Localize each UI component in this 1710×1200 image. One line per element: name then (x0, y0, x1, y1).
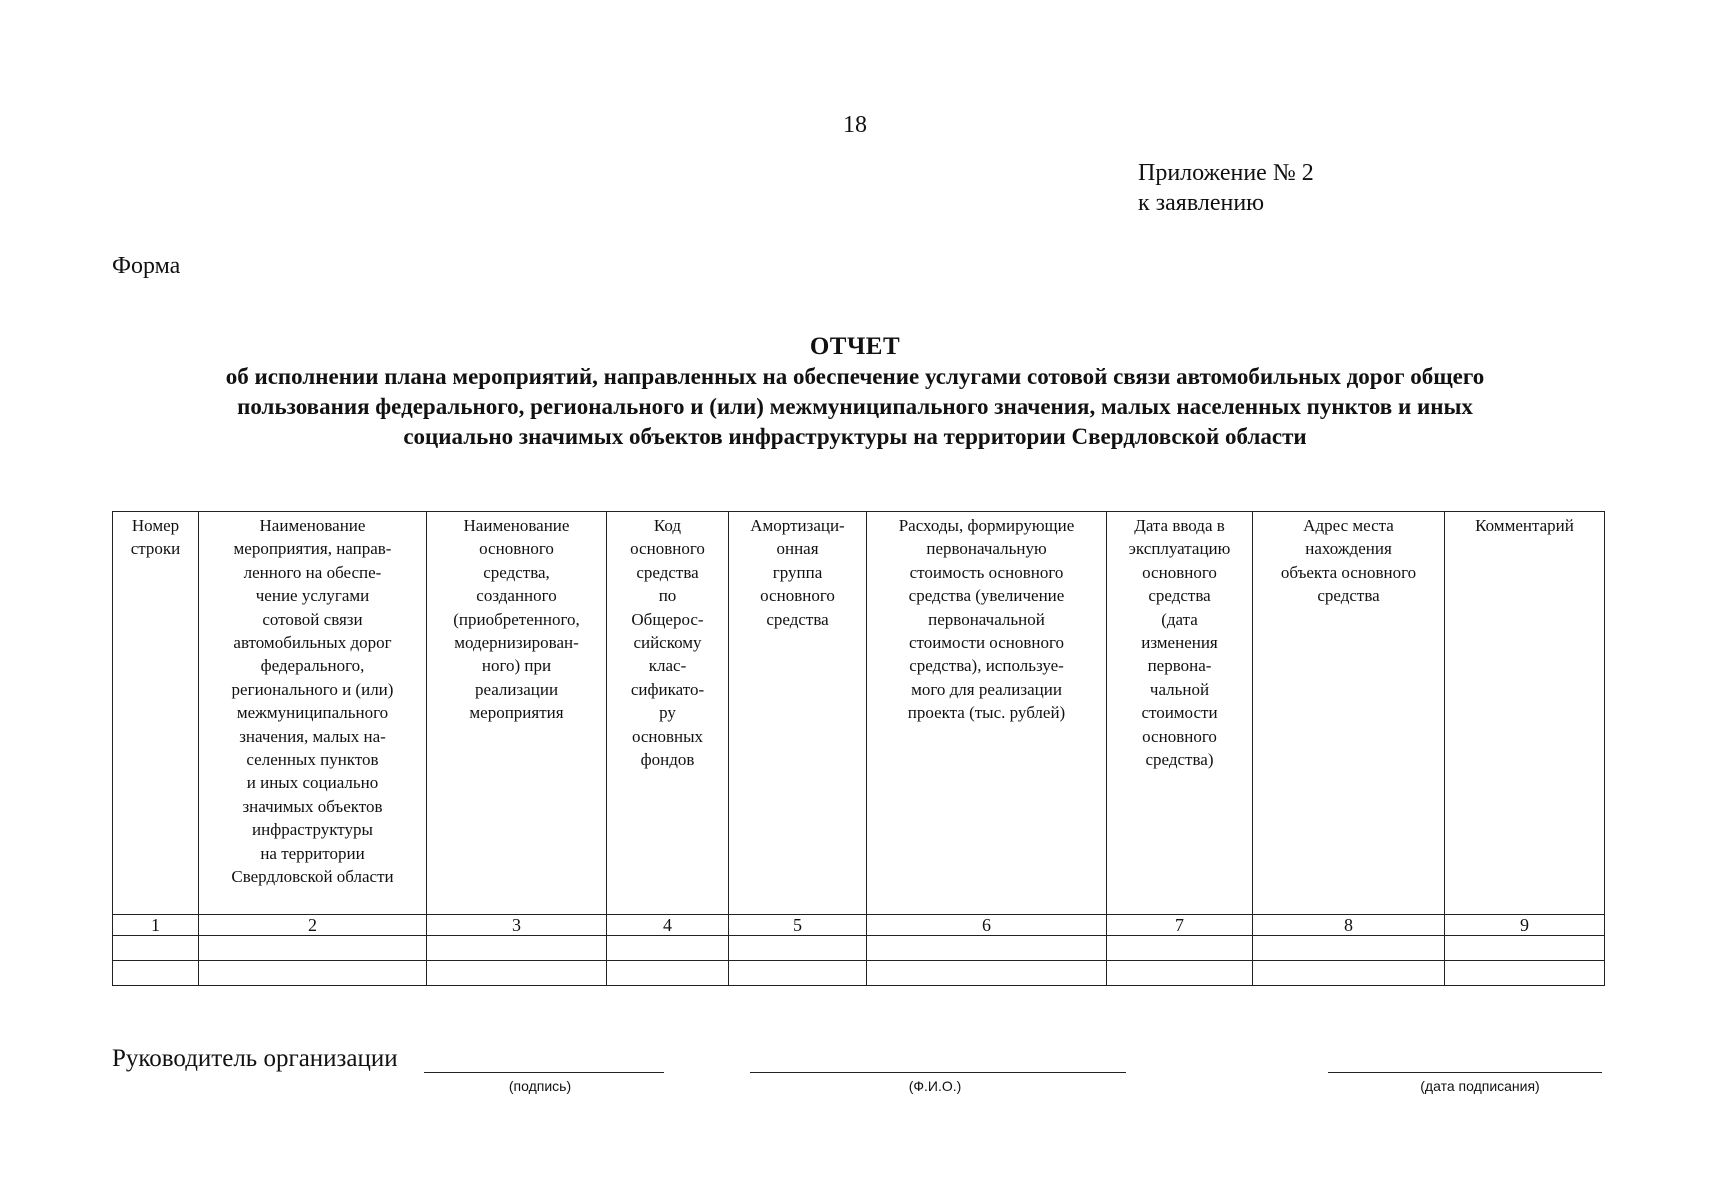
header-text-line: первоначальной (928, 609, 1045, 629)
table-cell[interactable] (1445, 936, 1605, 961)
table-header-row (113, 512, 1605, 915)
table-cell[interactable] (113, 961, 199, 986)
table-cell[interactable] (199, 936, 427, 961)
header-text-line: группа (772, 562, 823, 582)
header-text-line: значимых объектов (242, 796, 383, 816)
column-number: 4 (607, 915, 729, 936)
header-text-line: нахождения (1305, 539, 1392, 559)
header-text-line: селенных пунктов (246, 750, 379, 770)
column-number: 1 (113, 915, 199, 936)
table-cell[interactable] (427, 961, 607, 986)
header-text-line: первона- (1147, 656, 1212, 676)
column-number: 7 (1107, 915, 1253, 936)
header-text-line: модернизирован- (454, 633, 579, 653)
header-depreciation-group (729, 512, 867, 915)
page-number: 18 (843, 112, 867, 138)
header-row-number (113, 512, 199, 915)
table-cell[interactable] (427, 936, 607, 961)
header-text-line: межмуниципального (236, 703, 389, 723)
appendix-line-2: к заявлению (1138, 190, 1265, 216)
column-number: 3 (427, 915, 607, 936)
column-number: 2 (199, 915, 427, 936)
table-cell[interactable] (1107, 961, 1253, 986)
header-text-line: клас- (648, 656, 687, 676)
header-text-line: стоимость основного (909, 562, 1064, 582)
signing-date-line[interactable] (1328, 1072, 1602, 1073)
report-subtitle-line: социально значимых объектов инфраструктуры на территории Свердловской области (403, 424, 1307, 449)
header-text-line: Наименование (463, 516, 570, 535)
header-text-line: сийскому (633, 633, 702, 653)
header-text-line: первоначальную (926, 539, 1047, 559)
header-text-line: Адрес места (1303, 516, 1394, 535)
header-text-line: средства) (1145, 750, 1214, 770)
header-text-line: по (658, 586, 677, 606)
header-text-line: средства (766, 609, 829, 629)
header-text-line: Амортизаци- (750, 516, 845, 535)
full-name-line[interactable] (750, 1072, 1126, 1073)
column-number: 8 (1253, 915, 1445, 936)
header-text-line: мероприятия, направ- (233, 539, 392, 559)
table-cell[interactable] (1107, 936, 1253, 961)
header-text-line: онная (776, 539, 819, 559)
header-text-line: средства), используе- (909, 656, 1064, 676)
header-text-line: основного (479, 539, 554, 559)
header-text-line: строки (130, 539, 181, 559)
header-text-line: и иных социально (246, 773, 379, 793)
header-text-line: Дата ввода в (1134, 516, 1225, 535)
header-text-line: средства (636, 562, 699, 582)
column-number: 9 (1445, 915, 1605, 936)
signature-label: Руководитель организации (112, 1045, 398, 1072)
table-row (113, 936, 1605, 961)
header-text-line: Наименование (259, 516, 366, 535)
column-number: 5 (729, 915, 867, 936)
header-text-line: Общерос- (631, 609, 704, 629)
table-cell[interactable] (199, 961, 427, 986)
header-text-line: ленного на обеспе- (243, 562, 382, 582)
header-text-line: объекта основного (1280, 562, 1417, 582)
header-text-line: чальной (1149, 679, 1210, 699)
header-text-line: стоимости основного (908, 633, 1065, 653)
table-cell[interactable] (1445, 961, 1605, 986)
signature-caption: (подпись) (508, 1078, 572, 1094)
header-text-line: сотовой связи (262, 609, 363, 629)
table-row (113, 961, 1605, 986)
appendix-line-1: Приложение № 2 (1138, 160, 1314, 186)
header-text-line: ру (659, 703, 676, 723)
header-text-line: ного) при (481, 656, 552, 676)
table-cell[interactable] (607, 961, 729, 986)
header-text-line: основного (1142, 562, 1217, 582)
header-text-line: на территории (260, 843, 365, 863)
header-expenses (867, 512, 1107, 915)
header-text-line: значения, малых на- (239, 726, 386, 746)
header-text-line: созданного (476, 586, 557, 606)
header-comment (1445, 512, 1605, 915)
header-text-line: основного (630, 539, 705, 559)
table-cell[interactable] (607, 936, 729, 961)
header-asset-address (1253, 512, 1445, 915)
header-text-line: чение услугами (255, 586, 370, 606)
header-text-line: основных (631, 726, 704, 746)
table-cell[interactable] (729, 961, 867, 986)
header-text-line: (приобретенного, (453, 609, 580, 629)
signature-line[interactable] (424, 1072, 664, 1073)
report-subtitle (110, 362, 1600, 452)
header-text-line: изменения (1141, 633, 1218, 653)
table-cell[interactable] (1253, 961, 1445, 986)
header-text-line: средства, (483, 562, 550, 582)
header-asset-name (427, 512, 607, 915)
column-number: 6 (867, 915, 1107, 936)
header-text-line: мого для реализации (911, 679, 1062, 699)
signing-date-caption: (дата подписания) (1420, 1078, 1540, 1094)
table-cell[interactable] (867, 936, 1107, 961)
header-text-line: Свердловской области (231, 867, 394, 887)
header-text-line: автомобильных дорог (233, 633, 392, 653)
report-subtitle-line: пользования федерального, регионального и (или) межмуниципального значения, малых населенных пунктов и иных (237, 394, 1473, 419)
header-commissioning-date (1107, 512, 1253, 915)
table-cell[interactable] (729, 936, 867, 961)
table-cell[interactable] (1253, 936, 1445, 961)
header-text-line: проекта (тыс. рублей) (907, 703, 1066, 723)
header-text-line: инфраструктуры (252, 820, 373, 840)
header-text-line: Комментарий (1475, 516, 1574, 535)
header-text-line: Код (653, 516, 682, 535)
header-text-line: регионального и (или) (231, 679, 394, 699)
header-asset-code (607, 512, 729, 915)
report-table (112, 511, 1605, 986)
header-text-line: сификато- (630, 679, 705, 699)
table-cell[interactable] (867, 961, 1107, 986)
form-label: Форма (112, 253, 181, 279)
header-text-line: эксплуатацию (1128, 539, 1231, 559)
header-text-line: реализации (474, 679, 559, 699)
header-text-line: Расходы, формирующие (898, 516, 1075, 535)
column-number-row (113, 915, 1605, 936)
header-text-line: стоимости (1141, 703, 1218, 723)
report-subtitle-line: об исполнении плана мероприятий, направленных на обеспечение услугами сотовой связи автомобильных дорог общего (225, 364, 1485, 389)
header-event-name (199, 512, 427, 915)
header-text-line: фондов (640, 750, 695, 770)
header-text-line: средства (увеличение (908, 586, 1065, 606)
header-text-line: средства (1148, 586, 1211, 606)
full-name-caption: (Ф.И.О.) (908, 1078, 962, 1094)
header-text-line: федерального, (260, 656, 365, 676)
header-text-line: Номер (131, 516, 180, 535)
report-title: ОТЧЕТ (809, 333, 901, 360)
header-text-line: основного (1142, 726, 1217, 746)
header-text-line: основного (760, 586, 835, 606)
header-text-line: средства (1317, 586, 1380, 606)
header-text-line: (дата (1161, 609, 1198, 629)
header-text-line: мероприятия (469, 703, 564, 723)
table-cell[interactable] (113, 936, 199, 961)
appendix-note (1138, 158, 1314, 218)
